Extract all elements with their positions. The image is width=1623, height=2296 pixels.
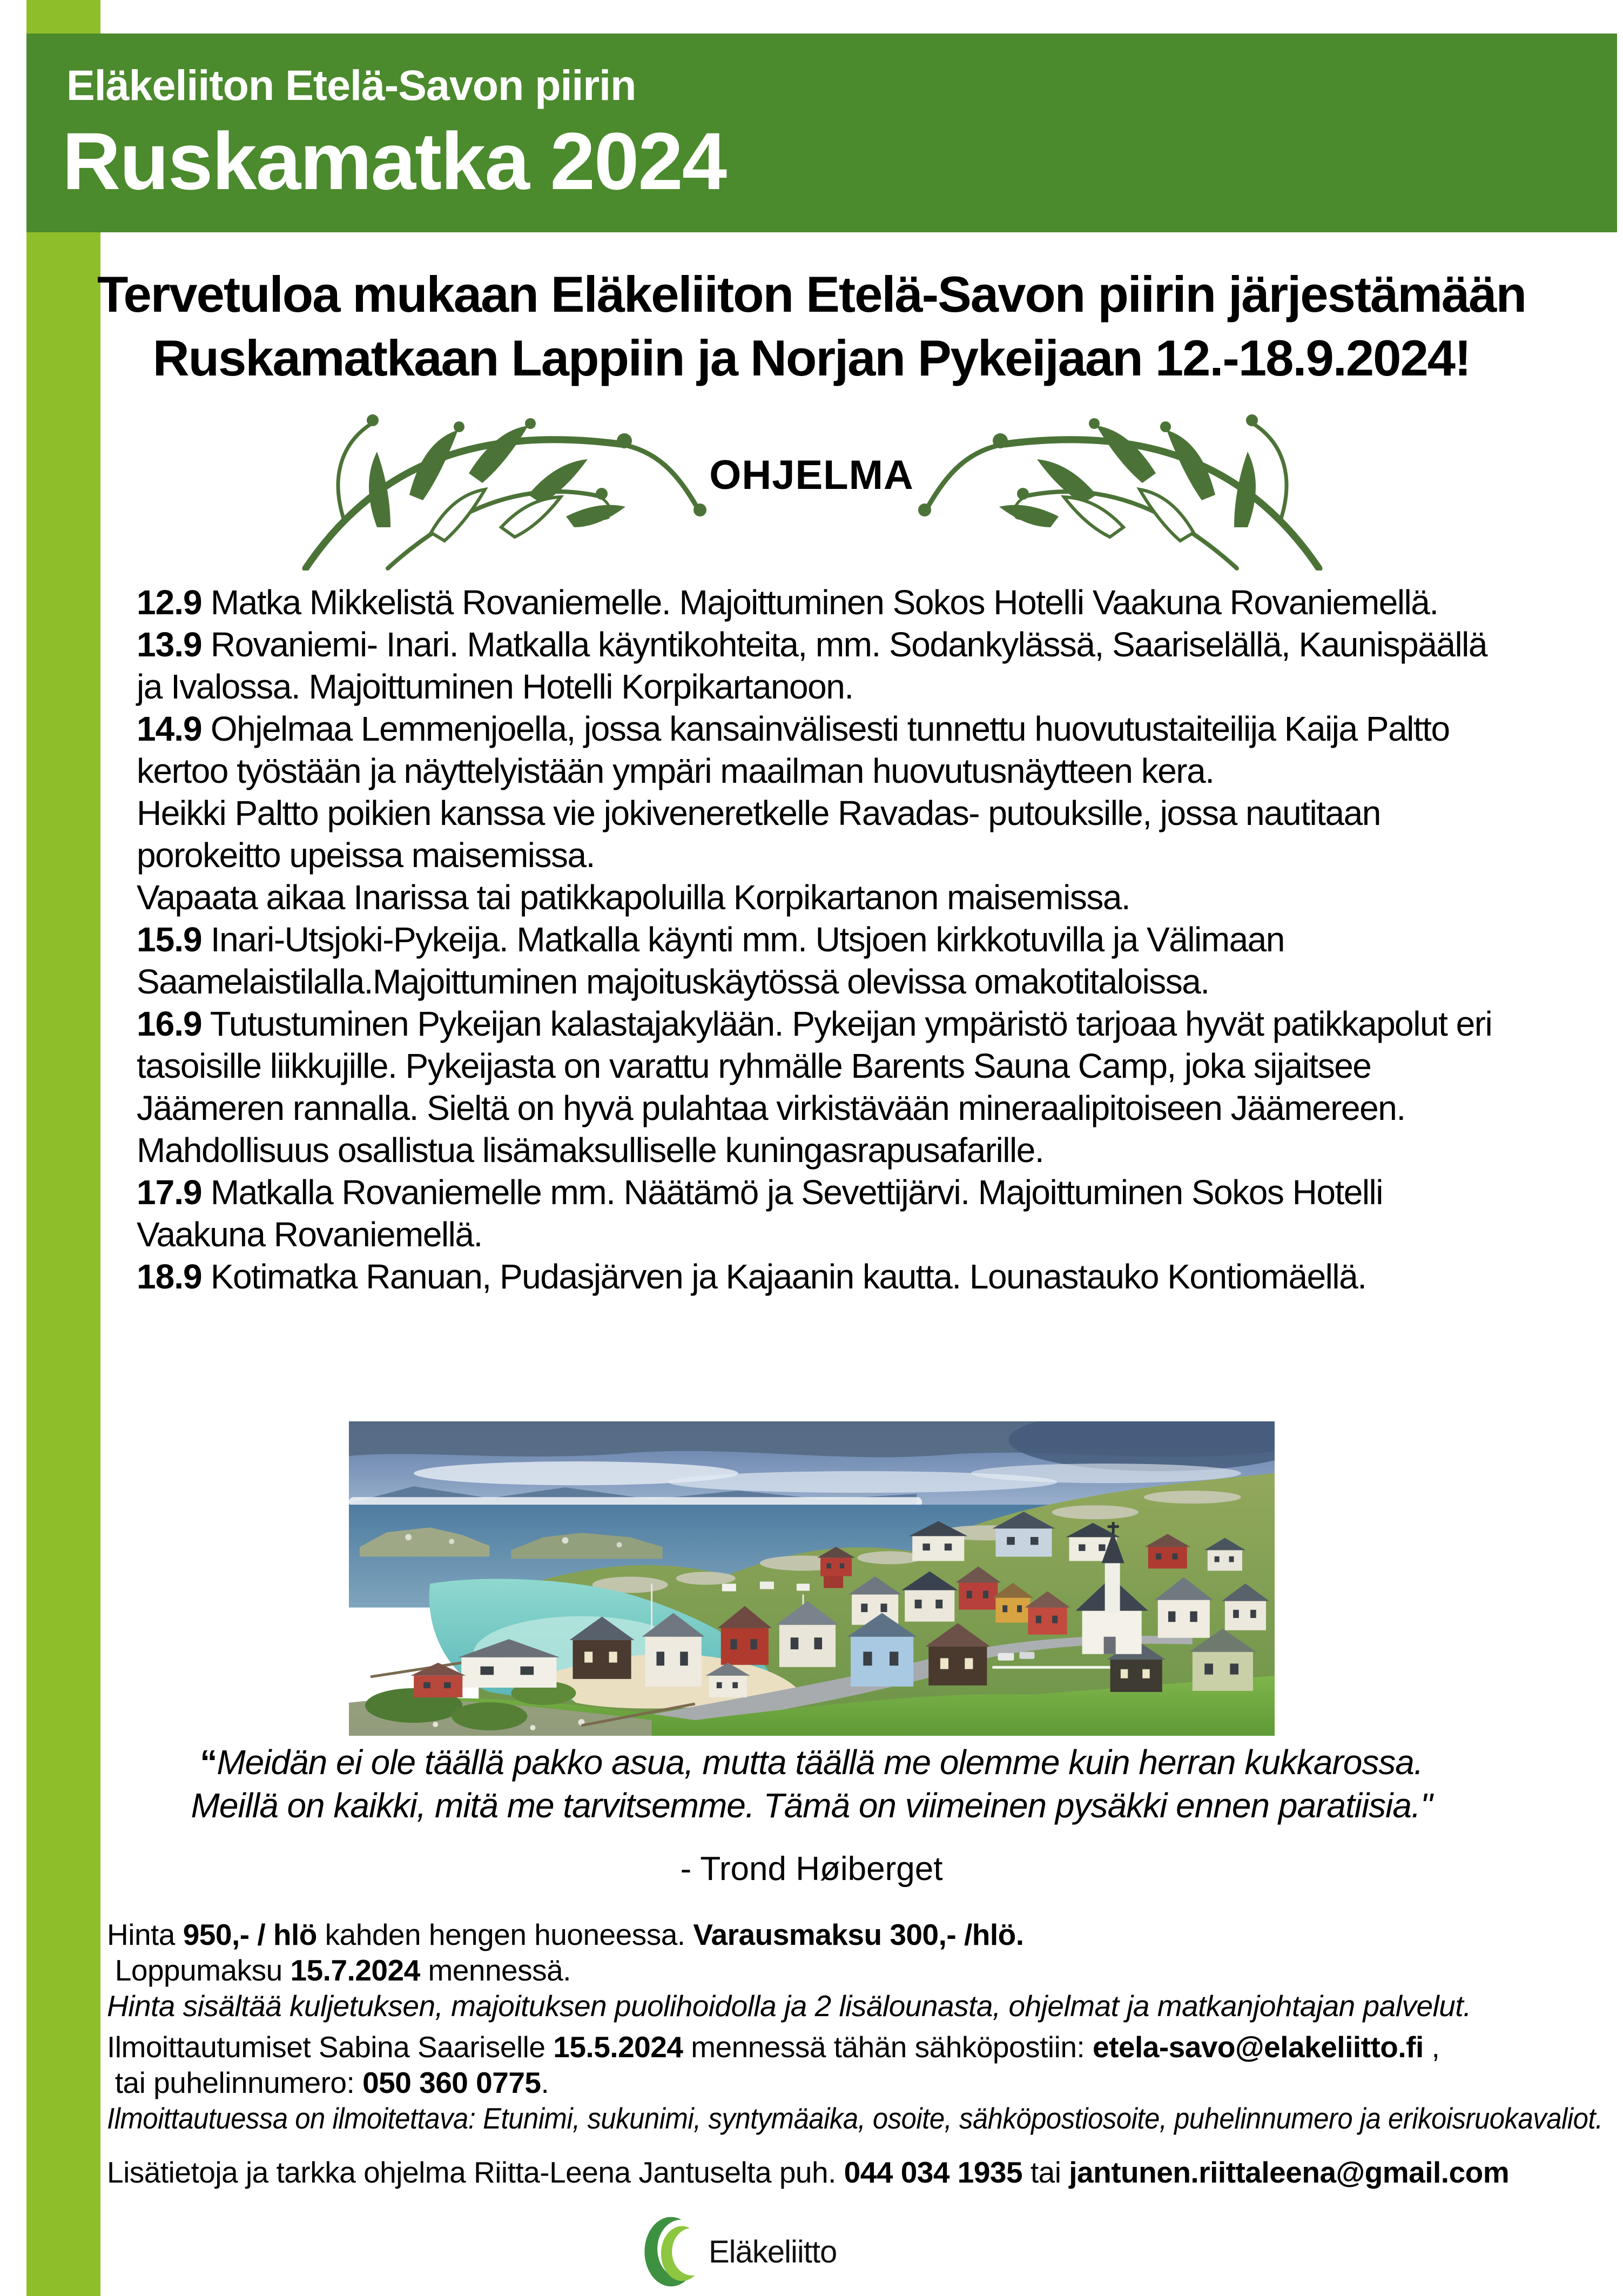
quote-line xyxy=(0,1741,1623,1784)
logo-crescent-icon xyxy=(643,2211,702,2293)
text-segment: Lisätietoja ja tarkka ohjelma Riitta-Leena Jantuselta puh. xyxy=(107,2156,844,2189)
village-photo xyxy=(349,1421,1275,1736)
text-segment: 950,- / hlö xyxy=(183,1918,317,1951)
intro-heading xyxy=(0,263,1623,390)
spacer xyxy=(107,2136,1603,2154)
logo-text: Eläkeliitto xyxy=(709,2234,837,2270)
program-day-label: 16.9 xyxy=(137,1004,202,1043)
ohjelma-heading: OHJELMA xyxy=(709,452,914,498)
program-day-label: 17.9 xyxy=(137,1173,202,1212)
program-paragraph: Heikki Paltto poikien kanssa vie jokiveneretkelle Ravadas- putouksille, jossa nautitaan porokeitto upeissa maisemissa. xyxy=(137,794,1380,875)
text-segment: jantunen.riittaleena@gmail.com xyxy=(1069,2156,1510,2189)
program-paragraph: 18.9 Kotimatka Ranuan, Pudasjärven ja Kajaanin kautta. Lounastauko Kontiomäellä. xyxy=(137,1257,1366,1296)
text-segment: Ilmoittautuessa on ilmoitettava: Etunimi, sukunimi, syntymäaika, osoite, sähköpostiosoite, puhelinnumero ja erikoisruokavaliot. xyxy=(107,2102,1603,2135)
program-paragraph: 15.9 Inari-Utsjoki-Pykeija. Matkalla käynti mm. Utsjoen kirkkotuvilla ja Välimaan Saamelaistilalla.Majoittuminen majoituskäytössä olevissa omakotitaloissa. xyxy=(137,920,1284,1001)
program-entry xyxy=(137,1256,1519,1298)
branch-right-icon xyxy=(902,392,1329,570)
text-segment: kahden hengen huoneessa. xyxy=(316,1918,693,1951)
program-entry xyxy=(137,1003,1519,1171)
text-segment: tai xyxy=(1022,2156,1069,2189)
elakeliitto-logo xyxy=(643,2211,837,2293)
spacer xyxy=(107,2024,1603,2029)
info-line xyxy=(107,1988,1603,2024)
text-segment: 050 360 0775 xyxy=(362,2066,541,2099)
info-line xyxy=(107,1917,1603,1952)
quote-attribution: - Trond Høiberget xyxy=(680,1850,943,1888)
program-paragraph: 13.9 Rovaniemi- Inari. Matkalla käyntikohteita, mm. Sodankylässä, Saariselällä, Kaunispäällä ja Ivalossa. Majoittuminen Hotelli Korpikartanoon. xyxy=(137,625,1487,706)
text-segment: 15.5.2024 xyxy=(553,2030,683,2064)
program-paragraph: 17.9 Matkalla Rovaniemelle mm. Näätämö ja Sevettijärvi. Majoittuminen Sokos Hotelli Vaakuna Rovaniemellä. xyxy=(137,1173,1383,1254)
program-entry xyxy=(137,623,1519,708)
header-banner xyxy=(26,33,1617,232)
text-segment: Loppumaksu xyxy=(107,1953,291,1987)
quote-lines xyxy=(0,1741,1623,1827)
info-line xyxy=(107,1952,1603,1988)
info-line xyxy=(107,2154,1603,2190)
program-paragraph: 14.9 Ohjelmaa Lemmenjoella, jossa kansainvälisesti tunnettu huovutustaiteilija Kaija Paltto kertoo työstään ja näyttelyistään ympäri maailman huovutusnäytteen kera. xyxy=(137,709,1450,790)
program-day-label: 12.9 xyxy=(137,583,202,622)
program-entry xyxy=(137,918,1519,1003)
program-day-label: 18.9 xyxy=(137,1257,202,1296)
text-segment: “ xyxy=(200,1743,217,1782)
program-paragraph: Vapaata aikaa Inarissa tai patikkapoluilla Korpikartanon maisemissa. xyxy=(137,878,1130,917)
quote-block xyxy=(0,1741,1623,1891)
quote-line xyxy=(0,1784,1623,1827)
text-segment: Hinta sisältää kuljetuksen, majoituksen puolihoidolla ja 2 lisälounasta, ohjelmat ja matkanjohtajan palvelut. xyxy=(107,1989,1471,2023)
intro-line-1: Tervetuloa mukaan Eläkeliiton Etelä-Savon piirin järjestämään xyxy=(97,266,1526,323)
info-block xyxy=(107,1917,1603,2190)
program-entry xyxy=(137,1171,1519,1256)
info-line xyxy=(107,2065,1603,2100)
program-entry xyxy=(137,708,1519,918)
program-list xyxy=(137,581,1519,1298)
info-line xyxy=(107,2029,1603,2065)
text-segment: Meillä on kaikki, mitä me tarvitsemme. Tämä on viimeinen pysäkki ennen paratiisia." xyxy=(191,1786,1432,1825)
program-day-label: 15.9 xyxy=(137,920,202,959)
text-segment: 15.7.2024 xyxy=(290,1953,420,1987)
text-segment: , xyxy=(1423,2030,1440,2064)
text-segment: Varausmaksu 300,- /hlö. xyxy=(693,1918,1024,1951)
text-segment: 044 034 1935 xyxy=(844,2156,1023,2189)
text-segment: etela-savo@elakeliitto.fi xyxy=(1092,2030,1424,2064)
text-segment: mennessä. xyxy=(420,1953,571,1987)
text-segment: Hinta xyxy=(107,1918,183,1951)
text-segment: mennessä tähän sähköpostiin: xyxy=(683,2030,1093,2064)
pykeija-photo-graphic xyxy=(349,1421,1275,1736)
text-segment: tai puhelinnumero: xyxy=(107,2066,363,2099)
intro-line-2: Ruskamatkaan Lappiin ja Norjan Pykeijaan 12.-18.9.2024! xyxy=(152,330,1471,386)
program-day-label: 14.9 xyxy=(137,709,202,748)
program-paragraph: Mahdollisuus osallistua lisämaksulliselle kuningasrapusafarille. xyxy=(137,1131,1044,1170)
text-segment: Ilmoittautumiset Sabina Saariselle xyxy=(107,2030,554,2064)
program-paragraph: 16.9 Tutustuminen Pykeijan kalastajakylään. Pykeijan ympäristö tarjoaa hyvät patikkapolut eri tasoisille liikkujille. Pykeijasta on varattu ryhmälle Barents Sauna Camp, joka sijaitsee Jäämeren rannalla. Sieltä on hyvä pulahtaa virkistävään mineraalipitoiseen Jäämereen. xyxy=(137,1004,1492,1127)
text-segment: Meidän ei ole täällä pakko asua, mutta täällä me olemme kuin herran kukkarossa. xyxy=(217,1743,1423,1782)
banner-subtitle: Eläkeliiton Etelä-Savon piirin xyxy=(66,61,636,109)
text-segment: . xyxy=(541,2066,549,2099)
program-paragraph: 12.9 Matka Mikkelistä Rovaniemelle. Majoittuminen Sokos Hotelli Vaakuna Rovaniemellä. xyxy=(137,583,1438,622)
program-day-label: 13.9 xyxy=(137,625,202,664)
program-entry xyxy=(137,581,1519,623)
banner-title: Ruskamatka 2024 xyxy=(62,116,726,206)
info-line xyxy=(107,2100,1603,2136)
